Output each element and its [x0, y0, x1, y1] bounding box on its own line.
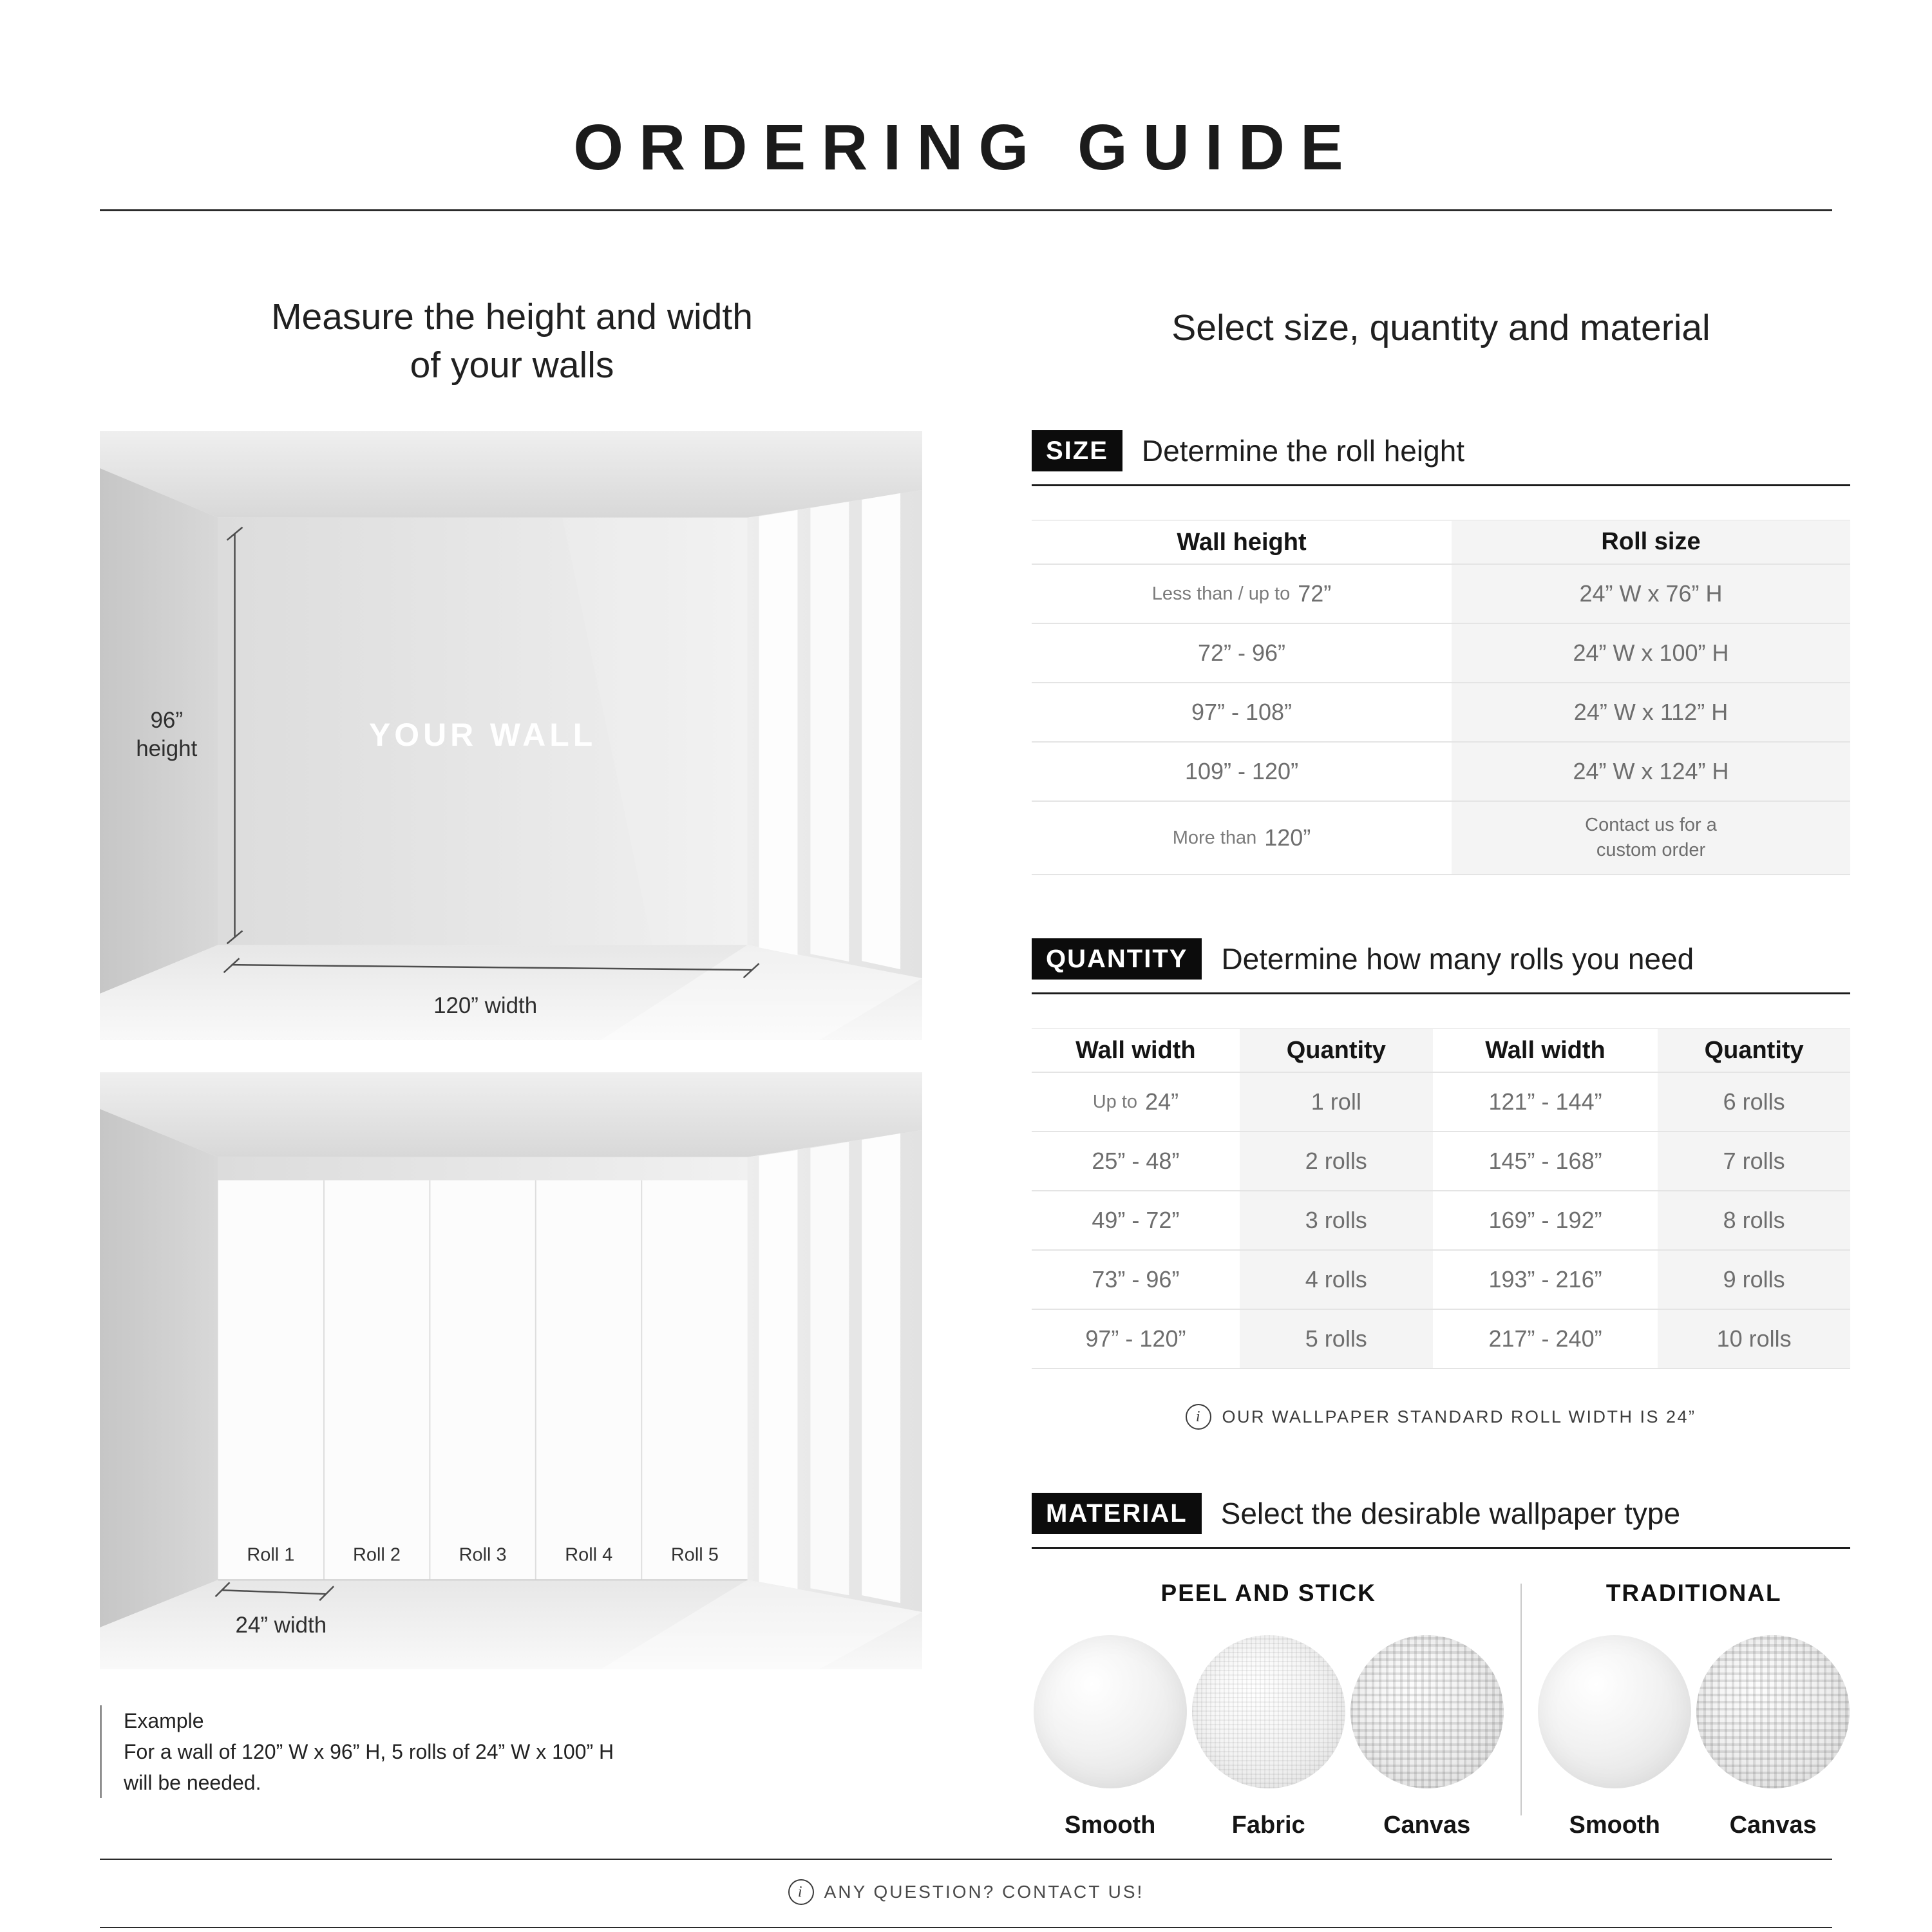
wall-height-value-label: 96” [150, 708, 183, 734]
wall-height-cell: 97” - 108” [1191, 699, 1293, 725]
peel-and-stick-options [1032, 1635, 1505, 1839]
room2-left-wall [100, 1109, 218, 1627]
footer-bottom-divider [100, 1927, 1832, 1928]
wall-width-column-header: Wall width [1485, 1036, 1605, 1064]
roll-label-1: Roll 1 [247, 1544, 295, 1566]
window-pane [810, 502, 849, 961]
info-icon [788, 1879, 814, 1905]
wall-width-cell: 145” - 168” [1488, 1148, 1602, 1174]
material-section-title: Select the desirable wallpaper type [1220, 1497, 1681, 1530]
size-section-header [1032, 430, 1850, 486]
wall-height-column-header: Wall height [1177, 528, 1307, 556]
wallpaper-rolls-panel [218, 1180, 748, 1580]
room-illustration-your-wall [100, 430, 922, 1041]
roll-width-note-text: OUR WALLPAPER STANDARD ROLL WIDTH IS 24” [1222, 1406, 1696, 1426]
wall-height-word-label: height [136, 735, 198, 761]
quantity-cell: 10 rolls [1658, 1310, 1850, 1368]
title-divider [100, 209, 1832, 211]
quantity-badge: QUANTITY [1032, 938, 1202, 980]
quantity-table-header-row [1032, 1028, 1850, 1073]
quantity-section-title: Determine how many rolls you need [1221, 942, 1694, 976]
material-groups-divider [1520, 1584, 1522, 1815]
wall-width-cell: 97” - 120” [1085, 1325, 1186, 1352]
quantity-cell: 9 rolls [1658, 1251, 1850, 1309]
quantity-cell: 5 rolls [1240, 1310, 1433, 1368]
window-pane [759, 1150, 798, 1589]
roll-size-column-header: Roll size [1452, 521, 1850, 564]
peel-and-stick-heading: PEEL AND STICK [1160, 1580, 1376, 1606]
table-row [1032, 683, 1850, 743]
quantity-cell: 4 rolls [1240, 1251, 1433, 1309]
wall-width-cell: 73” - 96” [1092, 1266, 1180, 1293]
left-heading-line-1: Measure the height and width [271, 296, 753, 337]
table-row [1032, 1191, 1850, 1251]
example-line-2: will be needed. [124, 1771, 261, 1794]
quantity-cell: 2 rolls [1240, 1132, 1433, 1190]
canvas-texture-swatch[interactable] [1696, 1635, 1850, 1788]
fabric-texture-swatch[interactable] [1192, 1635, 1345, 1788]
material-option-fabric[interactable] [1192, 1635, 1345, 1839]
table-row [1032, 1132, 1850, 1191]
roll-label-4: Roll 4 [565, 1544, 613, 1566]
material-option-smooth[interactable] [1538, 1635, 1691, 1839]
wall-width-label: 120” width [433, 992, 538, 1018]
quantity-cell: 1 roll [1240, 1073, 1433, 1131]
footer-top-divider [100, 1859, 1832, 1860]
table-row [1032, 1251, 1850, 1310]
material-section [1032, 1493, 1850, 1839]
table-row [1032, 743, 1850, 802]
your-wall-label: YOUR WALL [369, 716, 597, 753]
material-options-row [1032, 1580, 1850, 1839]
material-badge: MATERIAL [1032, 1493, 1202, 1534]
size-section [1032, 430, 1850, 875]
wall-width-column-header: Wall width [1075, 1036, 1196, 1064]
material-option-canvas[interactable] [1696, 1635, 1850, 1839]
left-heading-line-2: of your walls [410, 345, 614, 386]
table-row [1032, 802, 1850, 875]
wall-width-cell: 217” - 240” [1488, 1325, 1602, 1352]
material-option-label: Canvas [1729, 1812, 1817, 1839]
table-row [1032, 1310, 1850, 1369]
size-table [1032, 520, 1850, 875]
right-column-heading: Select size, quantity and material [1171, 307, 1710, 348]
wall-height-cell: 109” - 120” [1184, 758, 1299, 784]
quantity-cell: 6 rolls [1658, 1073, 1850, 1131]
table-row [1032, 565, 1850, 624]
window-pane [862, 493, 900, 969]
window-pane [759, 510, 798, 955]
left-column-heading [100, 293, 924, 390]
table-row [1032, 1073, 1850, 1132]
material-option-label: Fabric [1231, 1812, 1305, 1839]
roll-size-cell: 24” W x 112” H [1452, 683, 1850, 741]
wall-height-prefix: Less than / up to [1151, 583, 1291, 604]
peel-and-stick-group [1032, 1580, 1505, 1839]
window-pane [862, 1133, 900, 1603]
canvas-texture-swatch[interactable] [1350, 1635, 1504, 1788]
roll-size-cell: 24” W x 100” H [1452, 624, 1850, 682]
wall-width-cell: Up to 24” [1092, 1088, 1179, 1115]
roll-size-cell: Contact us for a custom order [1452, 802, 1850, 874]
room2-svg [100, 1072, 922, 1670]
room-illustration-rolls [100, 1072, 922, 1670]
material-option-label: Canvas [1383, 1812, 1471, 1839]
room2-ceiling [100, 1072, 922, 1157]
wall-height-cell [1032, 565, 1452, 623]
smooth-texture-swatch[interactable] [1538, 1635, 1691, 1788]
wall-width-cell: 49” - 72” [1092, 1207, 1180, 1233]
wall-width-cell: 193” - 216” [1488, 1266, 1602, 1293]
size-section-title: Determine the roll height [1141, 434, 1465, 468]
window-pane [810, 1142, 849, 1595]
traditional-group [1537, 1580, 1850, 1839]
material-option-label: Smooth [1569, 1812, 1660, 1839]
wall-width-cell: 121” - 144” [1488, 1088, 1602, 1115]
traditional-heading: TRADITIONAL [1605, 1580, 1782, 1606]
quantity-section-header [1032, 938, 1850, 994]
quantity-column-header: Quantity [1240, 1029, 1433, 1072]
info-icon [1186, 1404, 1211, 1430]
roll-width-label: 24” width [235, 1613, 327, 1638]
footer [0, 1879, 1932, 1905]
roll-label-5: Roll 5 [670, 1544, 719, 1566]
wall-height-cell: 72” - 96” [1197, 639, 1286, 666]
traditional-options [1537, 1635, 1850, 1839]
size-table-header-row [1032, 520, 1850, 565]
page-title: ORDERING GUIDE [573, 111, 1359, 184]
wall-width-cell: 169” - 192” [1488, 1207, 1602, 1233]
quantity-column-header: Quantity [1658, 1029, 1850, 1072]
quantity-cell: 7 rolls [1658, 1132, 1850, 1190]
roll-size-cell: 24” W x 124” H [1452, 743, 1850, 800]
room1-ceiling [100, 431, 922, 518]
example-title: Example [124, 1709, 204, 1732]
wall-width-cell: 25” - 48” [1092, 1148, 1180, 1174]
room1-svg [100, 430, 922, 1041]
smooth-texture-swatch[interactable] [1034, 1635, 1187, 1788]
roll-label-2: Roll 2 [353, 1544, 401, 1566]
quantity-cell: 8 rolls [1658, 1191, 1850, 1249]
table-row [1032, 624, 1850, 683]
example-line-1: For a wall of 120” W x 96” H, 5 rolls of 24” W x 100” H [124, 1740, 614, 1763]
example-note [100, 1705, 948, 1798]
material-option-smooth[interactable] [1034, 1635, 1187, 1839]
contact-us-text[interactable]: ANY QUESTION? CONTACT US! [824, 1882, 1144, 1902]
material-option-label: Smooth [1064, 1812, 1156, 1839]
roll-width-note [1032, 1404, 1850, 1430]
roll-size-cell: 24” W x 76” H [1452, 565, 1850, 623]
material-section-header [1032, 1493, 1850, 1549]
wall-height-value: 72” [1298, 580, 1332, 607]
quantity-cell: 3 rolls [1240, 1191, 1433, 1249]
size-badge: SIZE [1032, 430, 1122, 471]
wall-height-cell: More than 120” [1172, 824, 1311, 851]
material-option-canvas[interactable] [1350, 1635, 1504, 1839]
quantity-table [1032, 1028, 1850, 1369]
quantity-section [1032, 938, 1850, 1430]
roll-label-3: Roll 3 [459, 1544, 507, 1566]
